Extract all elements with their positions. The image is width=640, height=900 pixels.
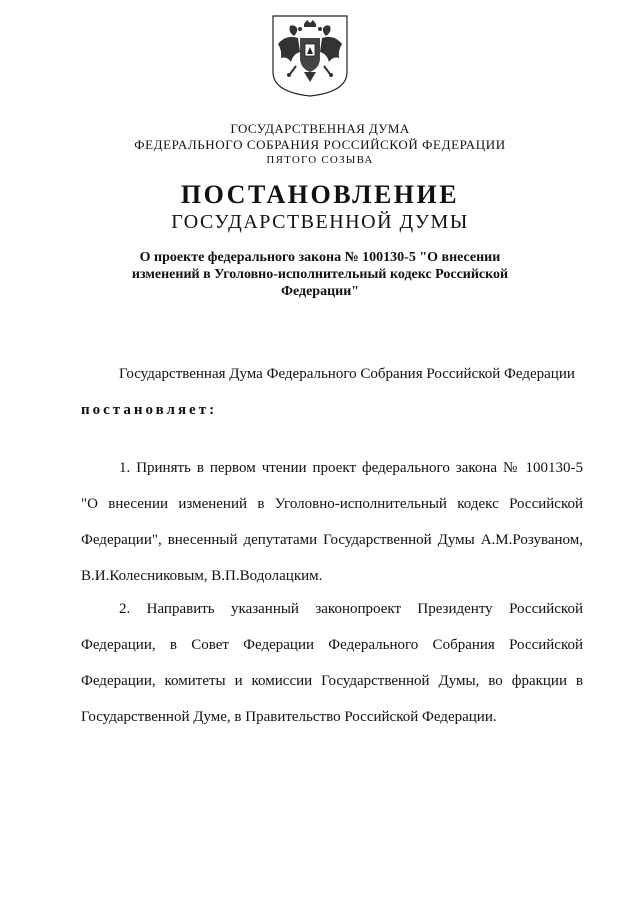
subject-line: изменений в Уголовно-исполнительный кодекс Российской: [131, 267, 509, 282]
preamble-verb: постановляет:: [81, 402, 218, 418]
item1-line: "О внесении изменений в Уголовно-исполнительный кодекс Российской: [81, 496, 583, 512]
header-line-duma: ГОСУДАРСТВЕННАЯ ДУМА: [230, 121, 410, 136]
item2-line: Федерации, в Совет Федерации Федерального Собрания Российской: [81, 637, 583, 653]
subject-line: О проекте федерального закона № 100130-5 "О внесении: [139, 250, 501, 265]
item1-line: Федерации", внесенный депутатами Государственной Думы А.М.Розуваном,: [81, 532, 583, 548]
item1-line: 1. Принять в первом чтении проект федерального закона № 100130-5: [119, 460, 583, 476]
document-subtitle: ГОСУДАРСТВЕННОЙ ДУМЫ: [171, 211, 469, 233]
item2-line: Федерации, комитеты и комиссии Государственной Думы, во фракции в: [81, 673, 583, 689]
subject-line: Федерации": [280, 284, 360, 299]
document-title: ПОСТАНОВЛЕНИЕ: [180, 180, 460, 209]
item2-line: 2. Направить указанный законопроект Президенту Российской: [119, 601, 583, 617]
double-headed-eagle-icon: [270, 14, 350, 98]
state-emblem-icon: [270, 14, 350, 98]
preamble-text: Государственная Дума Федерального Собрания Российской Федерации: [119, 366, 575, 382]
item2-line: Государственной Думе, в Правительство Российской Федерации.: [81, 709, 497, 725]
item1-line: В.И.Колесниковым, В.П.Водолацким.: [81, 568, 323, 584]
document-subject: [100, 249, 540, 300]
header-line-federal-assembly: ФЕДЕРАЛЬНОГО СОБРАНИЯ РОССИЙСКОЙ ФЕДЕРАЦИИ: [134, 137, 506, 152]
header-line-convocation: ПЯТОГО СОЗЫВА: [266, 154, 374, 166]
